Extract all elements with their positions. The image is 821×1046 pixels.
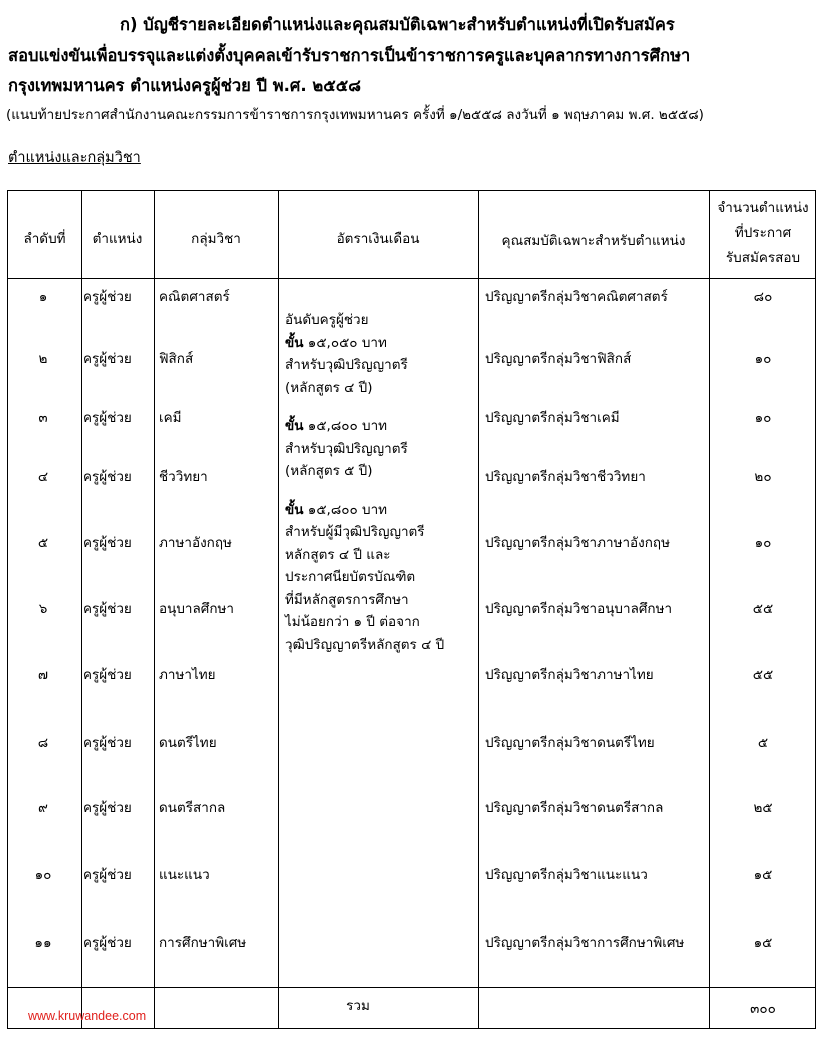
header-position: ตำแหน่ง	[92, 231, 143, 247]
total-value: ๓๐๐	[750, 1001, 776, 1017]
document-title-line-3: กรุงเทพมหานคร ตำแหน่งครูผู้ช่วย ปี พ.ศ. ๒๕๕๘	[8, 76, 361, 95]
salary-step-3	[285, 499, 444, 522]
row-position: ครูผู้ช่วย	[83, 800, 132, 816]
header-salary: อัตราเงินเดือน	[336, 231, 420, 247]
document-title-line-2: สอบแข่งขันเพื่อบรรจุและแต่งตั้งบุคคลเข้ารับราชการเป็นข้าราชการครูและบุคลากรทางการศึกษา	[8, 46, 691, 65]
positions-table	[7, 190, 816, 1029]
salary-step-1	[285, 332, 444, 355]
row-count: ๒๕	[753, 800, 773, 816]
row-position: ครูผู้ช่วย	[83, 469, 132, 485]
column-divider	[278, 191, 279, 1028]
total-label: รวม	[346, 998, 370, 1014]
row-count: ๘๐	[753, 289, 773, 305]
row-number: ๑๑	[34, 935, 52, 951]
salary-step-1-prefix: ขั้น	[285, 334, 304, 351]
row-position: ครูผู้ช่วย	[83, 735, 132, 751]
row-position: ครูผู้ช่วย	[83, 289, 132, 305]
row-number: ๗	[37, 667, 49, 683]
salary-step-2-prefix: ขั้น	[285, 418, 304, 434]
salary-step-3-line-3: หลักสูตร ๔ ปี และ	[285, 546, 391, 563]
row-subject: ภาษาอังกฤษ	[159, 535, 232, 551]
column-divider	[709, 191, 710, 1028]
salary-step-3-line-5: ที่มีหลักสูตรการศึกษา	[285, 591, 409, 608]
row-subject: ฟิสิกส์	[159, 351, 194, 367]
salary-step-2-note: สำหรับวุฒิปริญญาตรี	[285, 440, 408, 457]
column-divider	[81, 191, 82, 1028]
row-subject: ภาษาไทย	[159, 667, 216, 683]
header-subject: กลุ่มวิชา	[191, 231, 241, 247]
row-count: ๕	[757, 735, 769, 751]
header-count	[709, 196, 817, 271]
salary-step-1-course: (หลักสูตร ๔ ปี)	[285, 379, 373, 396]
row-qualification: ปริญญาตรีกลุ่มวิชาดนตรีไทย	[485, 735, 655, 751]
row-position: ครูผู้ช่วย	[83, 935, 132, 951]
header-count-line-3: รับสมัครสอบ	[725, 250, 801, 266]
row-position: ครูผู้ช่วย	[83, 601, 132, 617]
row-count: ๕๕	[752, 667, 774, 683]
row-number: ๘	[37, 735, 49, 751]
header-no: ลำดับที่	[23, 231, 66, 247]
row-number: ๓	[38, 410, 48, 426]
salary-step-1-note: สำหรับวุฒิปริญญาตรี	[285, 357, 408, 373]
row-qualification: ปริญญาตรีกลุ่มวิชาเคมี	[485, 410, 620, 426]
row-subject: ดนตรีสากล	[159, 800, 226, 816]
row-number: ๕	[37, 535, 49, 551]
row-number: ๔	[37, 469, 49, 485]
row-subject: การศึกษาพิเศษ	[159, 935, 247, 951]
row-number: ๑๐	[34, 867, 52, 883]
salary-step-3-note: สำหรับผู้มีวุฒิปริญญาตรี	[285, 524, 425, 540]
row-qualification: ปริญญาตรีกลุ่มวิชาอนุบาลศึกษา	[485, 601, 673, 617]
salary-step-1-amount: ๑๕,๐๕๐ บาท	[303, 334, 387, 351]
row-position: ครูผู้ช่วย	[83, 410, 132, 426]
row-qualification: ปริญญาตรีกลุ่มวิชาคณิตศาสตร์	[485, 289, 668, 305]
row-position: ครูผู้ช่วย	[83, 667, 132, 683]
row-qualification: ปริญญาตรีกลุ่มวิชาชีววิทยา	[485, 469, 646, 485]
section-title: ตำแหน่งและกลุ่มวิชา	[8, 150, 141, 166]
row-count: ๑๕	[753, 935, 773, 951]
salary-step-2-amount: ๑๕,๘๐๐ บาท	[303, 418, 388, 434]
row-subject: คณิตศาสตร์	[159, 289, 230, 305]
row-count: ๑๐	[754, 410, 772, 426]
document-title-line-1: ก) บัญชีรายละเอียดตำแหน่งและคุณสมบัติเฉพาะสำหรับตำแหน่งที่เปิดรับสมัคร	[120, 15, 675, 34]
total-divider	[8, 987, 815, 988]
row-count: ๑๐	[754, 535, 772, 551]
row-count: ๑๐	[754, 351, 772, 367]
row-number: ๙	[38, 800, 48, 816]
row-subject: ชีววิทยา	[159, 469, 208, 485]
salary-step-3-line-4: ประกาศนียบัตรบัณฑิต	[285, 569, 416, 585]
watermark: www.kruwandee.com	[28, 1009, 147, 1023]
salary-step-3-amount: ๑๕,๘๐๐ บาท	[303, 501, 388, 518]
column-divider	[478, 191, 479, 1028]
header-count-line-2: ที่ประกาศ	[734, 225, 792, 241]
row-qualification: ปริญญาตรีกลุ่มวิชาดนตรีสากล	[485, 800, 664, 816]
row-position: ครูผู้ช่วย	[83, 351, 132, 367]
salary-step-2-course: (หลักสูตร ๕ ปี)	[285, 463, 373, 479]
row-count: ๑๕	[753, 867, 773, 883]
row-number: ๒	[38, 351, 48, 367]
column-divider	[154, 191, 155, 1028]
row-qualification: ปริญญาตรีกลุ่มวิชาการศึกษาพิเศษ	[485, 935, 685, 951]
salary-step-3-line-6: ไม่น้อยกว่า ๑ ปี ต่อจาก	[285, 614, 420, 630]
document-subtitle: (แนบท้ายประกาศสำนักงานคณะกรรมการข้าราชการกรุงเทพมหานคร ครั้งที่ ๑/๒๕๕๘ ลงวันที่ ๑ พฤษภาคม พ.ศ. ๒๕๕๘)	[6, 107, 704, 123]
salary-step-3-line-7: วุฒิปริญญาตรีหลักสูตร ๔ ปี	[285, 636, 445, 653]
salary-step-2	[285, 415, 444, 438]
salary-step-3-prefix: ขั้น	[285, 501, 304, 518]
row-position: ครูผู้ช่วย	[83, 867, 132, 883]
row-count: ๕๕	[752, 601, 774, 617]
row-qualification: ปริญญาตรีกลุ่มวิชาภาษาอังกฤษ	[485, 535, 670, 551]
row-subject: อนุบาลศึกษา	[159, 601, 234, 617]
row-position: ครูผู้ช่วย	[83, 535, 132, 551]
row-qualification: ปริญญาตรีกลุ่มวิชาแนะแนว	[485, 867, 648, 883]
row-number: ๖	[38, 601, 48, 617]
row-subject: เคมี	[159, 410, 182, 426]
row-count: ๒๐	[754, 469, 772, 485]
salary-cell	[285, 309, 444, 656]
row-qualification: ปริญญาตรีกลุ่มวิชาภาษาไทย	[485, 667, 654, 683]
row-subject: ดนตรีไทย	[159, 735, 217, 751]
header-count-line-1: จำนวนตำแหน่ง	[717, 200, 809, 216]
row-qualification: ปริญญาตรีกลุ่มวิชาฟิสิกส์	[485, 351, 632, 367]
salary-rank: อันดับครูผู้ช่วย	[285, 312, 369, 328]
row-subject: แนะแนว	[159, 867, 210, 883]
header-qualification: คุณสมบัติเฉพาะสำหรับตำแหน่ง	[501, 233, 686, 249]
row-number: ๑	[38, 289, 48, 305]
header-divider	[8, 278, 815, 279]
